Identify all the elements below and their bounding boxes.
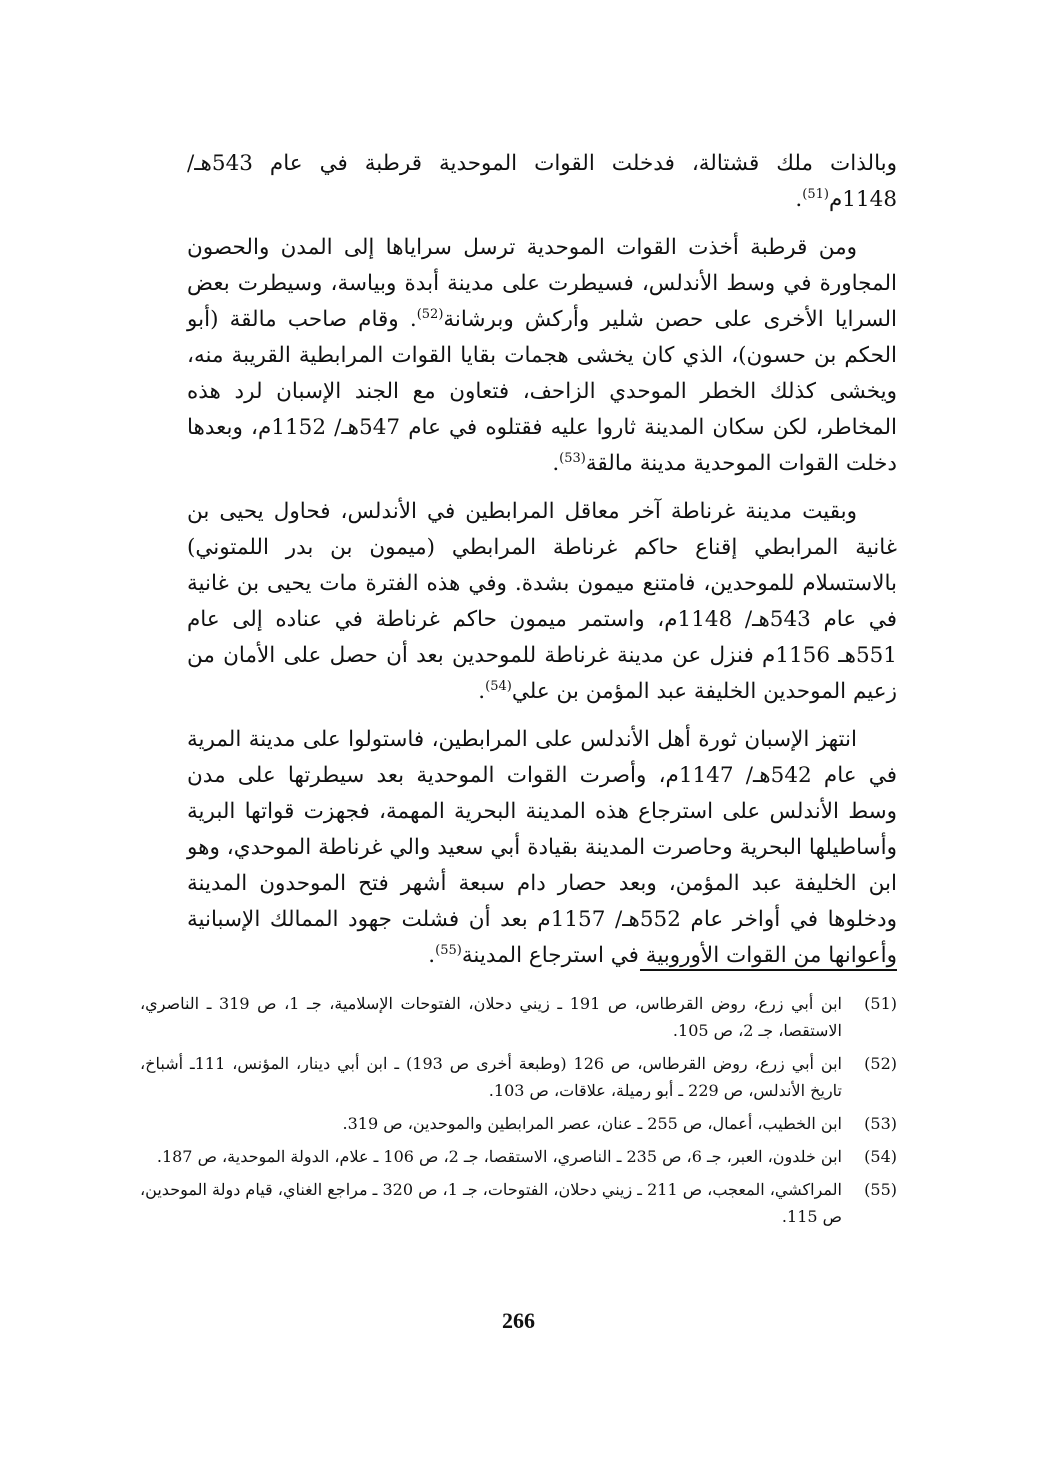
footnote-reference: (52) [416,306,444,322]
footnote-text: ابن أبي زرع، روض القرطاس، ص 126 (وطبعة أخرى ص 193) ـ ابن أبي دينار، المؤنس، 111ـ أشباخ، تاريخ الأندلس، ص 229 ـ أبو رميلة، علاقات، ص 103. [140,1054,843,1100]
paragraph-end: . [478,679,486,704]
paragraph-end: . [795,187,803,212]
footnote-text: ابن الخطيب، أعمال، ص 255 ـ عنان، عصر المرابطين والموحدين، ص 319. [342,1114,842,1133]
footnote-reference: (53) [559,450,586,466]
footnote-number: (52) [864,1054,897,1073]
paragraph-end: . [552,451,560,476]
footnote-reference: (51) [802,186,829,202]
footnote-reference: (55) [435,942,462,958]
footnotes [140,990,897,1236]
paragraph-2 [187,230,897,482]
paragraph-end: . [428,943,436,968]
footnote-54 [140,1143,897,1170]
footnote-55 [140,1176,897,1230]
page-number: 266 [502,1308,535,1333]
paragraph-3 [187,494,897,710]
footnote-text: ابن خلدون، العبر، جـ 6، ص 235 ـ الناصري، الاستقصا، جـ 2، ص 106 ـ علام، الدولة الموحدية، ص 187. [156,1147,842,1166]
footnote-separator [640,969,897,971]
footnote-number: (54) [864,1147,897,1166]
paragraph-text: انتهز الإسبان ثورة أهل الأندلس على المرابطين، فاستولوا على مدينة المرية في عام 542هـ/ 1147م، وأصرت القوات الموحدية بعد سيطرتها على مدن وسط الأندلس على استرجاع هذه المدينة البحرية المهمة، فجهزت قواتها البرية وأساطيلها البحرية وحاصرت المدينة بقيادة أبي سعيد والي غرناطة الموحدي، وهو ابن الخليفة عبد المؤمن، وبعد حصار دام سبعة أشهر فتح الموحدون المدينة ودخلوها في أواخر عام 552هـ/ 1157م بعد أن فشلت جهود الممالك الإسبانية وأعوانها من القوات الأوروبية في استرجاع المدينة [187,727,897,968]
paragraph-text-continued: . وقام صاحب مالقة (أبو الحكم بن حسون)، الذي كان يخشى هجمات بقايا القوات المرابطية القريبة منه، ويخشى كذلك الخطر الموحدي الزاحف، فتعاون مع الجند الإسبان لرد هذه المخاطر، لكن سكان المدينة ثاروا عليه فقتلوه في عام 547هـ/ 1152م، وبعدها دخلت القوات الموحدية مدينة مالقة [187,307,898,476]
paragraph-text: وبالذات ملك قشتالة، فدخلت القوات الموحدية قرطبة في عام 543هـ/ 1148م [187,151,897,212]
paragraph-4 [187,722,897,974]
footnote-text: ابن أبي زرع، روض القرطاس، ص 191 ـ زيني دحلان، الفتوحات الإسلامية، جـ 1، ص 319 ـ الناصري، الاستقصا، جـ 2، ص 105. [140,994,843,1040]
footnote-text: المراكشي، المعجب، ص 211 ـ زيني دحلان، الفتوحات، جـ 1، ص 320 ـ مراجع الغناي، قيام دولة الموحدين، ص 115. [140,1180,843,1226]
footnote-number: (55) [864,1180,897,1199]
main-text [187,146,897,986]
paragraph-1 [187,146,897,218]
paragraph-text: ومن قرطبة أخذت القوات الموحدية ترسل سراياها إلى المدن والحصون المجاورة في وسط الأندلس، فسيطرت على مدينة أبدة وبياسة، وسيطرت بعض السرايا الأخرى على حصن شلير وأركش وبرشانة [187,235,897,332]
footnote-number: (53) [864,1114,897,1133]
footnote-53 [140,1110,897,1137]
footnote-number: (51) [864,994,897,1013]
footnote-reference: (54) [485,678,512,694]
paragraph-text: وبقيت مدينة غرناطة آخر معاقل المرابطين في الأندلس، فحاول يحيى بن غانية المرابطي إقناع حاكم غرناطة المرابطي (ميمون بن بدر اللمتوني) بالاستسلام للموحدين، فامتنع ميمون بشدة. وفي هذه الفترة مات يحيى بن غانية في عام 543هـ/ 1148م، واستمر ميمون حاكم غرناطة في عناده إلى عام 551هـ 1156م فنزل عن مدينة غرناطة للموحدين بعد أن حصل على الأمان من زعيم الموحدين الخليفة عبد المؤمن بن علي [187,499,898,704]
footnote-52 [140,1050,897,1104]
footnote-51 [140,990,897,1044]
